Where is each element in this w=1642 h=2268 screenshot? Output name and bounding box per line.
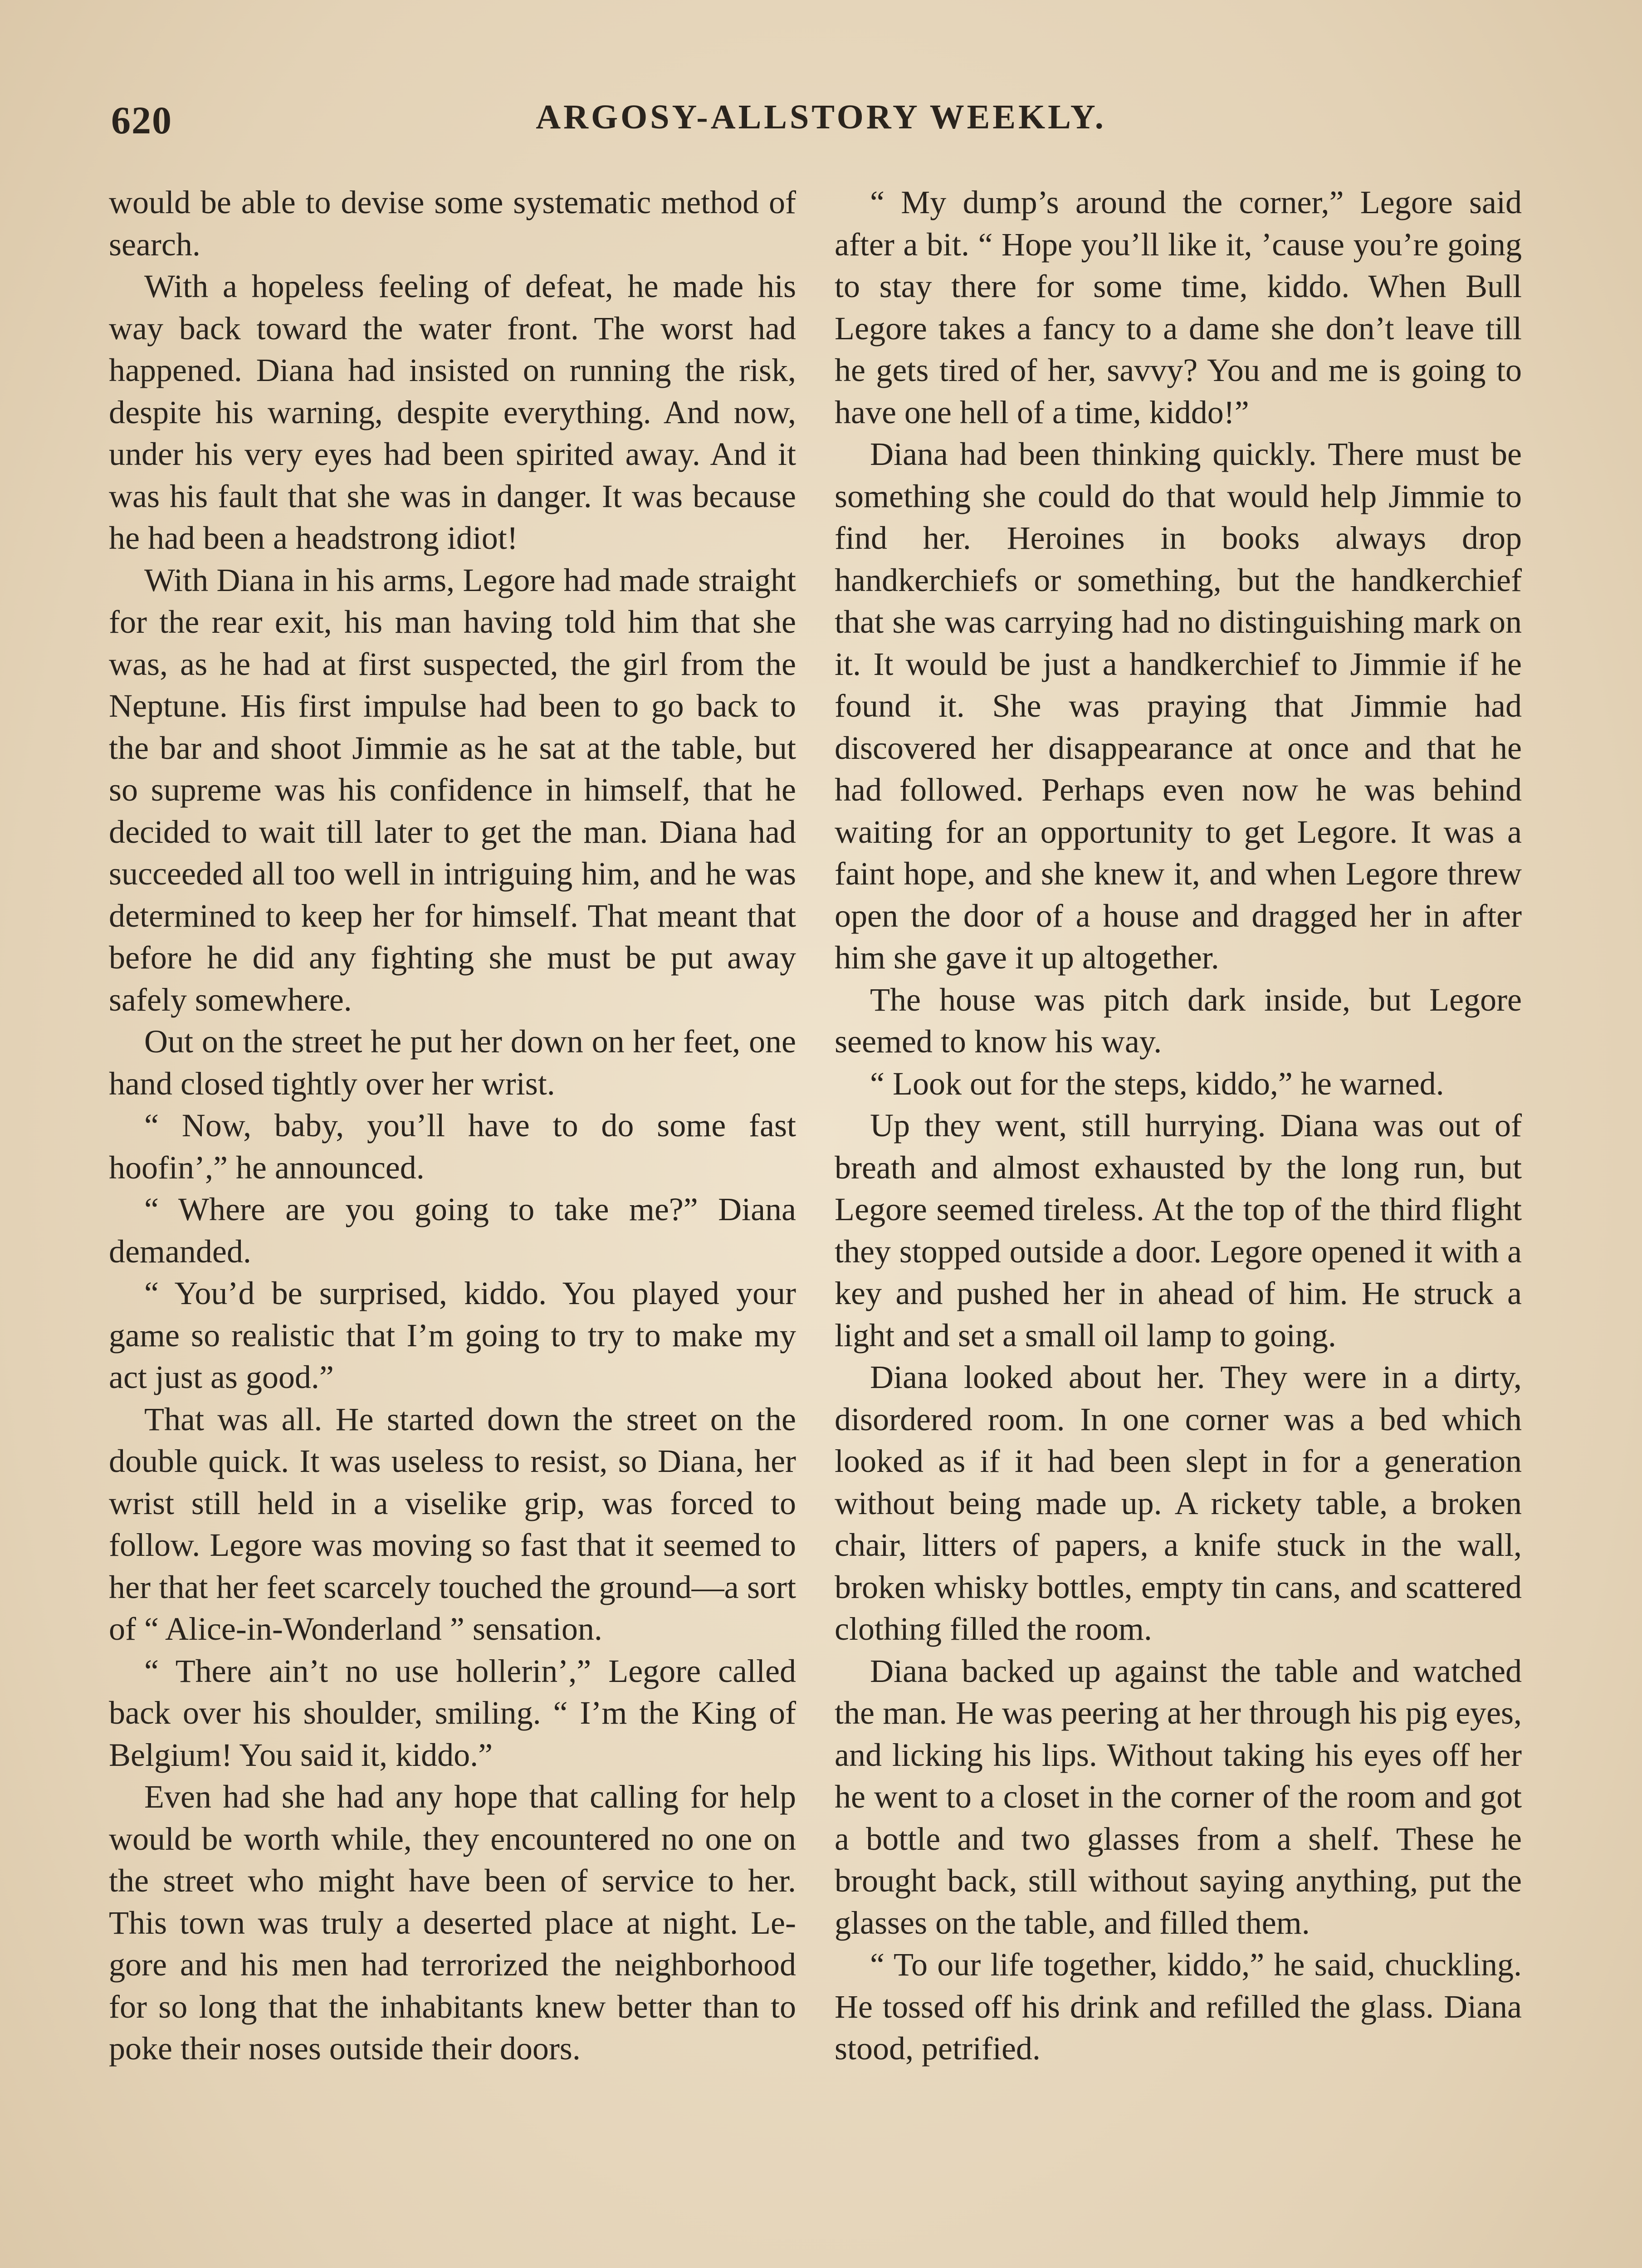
page-header — [111, 98, 1531, 152]
paragraph: Diana looked about her. They were in a dirty, disordered room. In one corner was a bed which looked as if it had been slept in for a generation without being made up. A rickety table, a broken chair, litters of papers, a knife stuck in the wall, broken whisky bottles, empty tin cans, and scattered clothing filled the room. — [835, 1359, 1522, 1647]
paragraph: “ Now, baby, you’ll have to do some fast hoofin’,” he announced. — [109, 1107, 796, 1186]
left-column — [109, 181, 796, 2070]
paragraph: That was all. He started down the street on the double quick. It was useless to resist, so Diana, her wrist still held in a viselike grip, was forced to follow. Legore was moving so fast that it seemed to her that her feet scarcely touched the ground—a sort of “ Alice-in-Wonderland ” sensation. — [109, 1401, 796, 1647]
paragraph: Even had she had any hope that calling for help would be worth while, they encountered no one on the street who might have been of service to her. This town was truly a deserted place at night. Legore and his men had terrorized the neighborhood for so long that the inhabitants knew better than to poke their noses outside their doors. — [109, 1779, 796, 2067]
paragraph: “ You’d be surprised, kiddo. You played your game so realistic that I’m going to try to make my act just as good.” — [109, 1275, 796, 1395]
paragraph: Up they went, still hurrying. Diana was out of breath and almost exhausted by the long run, but Legore seemed tireless. At the top of the third flight they stopped outside a door. Legore opened it with a key and pushed her in ahead of him. He struck a light and set a small oil lamp to going. — [835, 1107, 1522, 1354]
magazine-title: ARGOSY-ALLSTORY WEEKLY. — [536, 98, 1106, 136]
paragraph: With Diana in his arms, Legore had made straight for the rear exit, his man having told him that she was, as he had at first suspected, the girl from the Neptune. His first impulse had been to go back to the bar and shoot Jimmie as he sat at the table, but so supreme was his confidence in himself, that he decided to wait till later to get the man. Diana had succeeded all too well in intriguing him, and he was determined to keep her for himself. That meant that before he did any fighting she must be put away safely somewhere. — [109, 562, 796, 1018]
paragraph: With a hopeless feeling of defeat, he made his way back toward the water front. The worst had happened. Diana had insisted on running the risk, despite his warning, despite everything. And now, under his very eyes had been spirited away. And it was his fault that she was in danger. It was because he had been a headstrong idiot! — [109, 268, 796, 556]
paragraph: “ To our life together, kiddo,” he said, chuckling. He tossed off his drink and refilled the glass. Diana stood, petrified. — [835, 1946, 1522, 2067]
paragraph: The house was pitch dark inside, but Legore seemed to know his way. — [835, 981, 1522, 1060]
page-number: 620 — [111, 98, 172, 142]
paragraph: would be able to devise some systematic method of search. — [109, 184, 796, 263]
paragraph: “ Where are you going to take me?” Diana demanded. — [109, 1191, 796, 1270]
paragraph: Diana had been thinking quickly. There must be something she could do that would help Jimmie to find her. Heroines in books always drop handkerchiefs or something, but the handkerchief that she was carrying had no distinguishing mark on it. It would be just a handkerchief to Jimmie if he found it. She was praying that Jimmie had discovered her disappearance at once and that he had followed. Perhaps even now he was behind waiting for an opportunity to get Legore. It was a faint hope, and she knew it, and when Legore threw open the door of a house and dragged her in after him she gave it up altogether. — [835, 436, 1522, 976]
paragraph: Out on the street he put her down on her feet, one hand closed tightly over her wrist. — [109, 1023, 796, 1102]
paragraph: “ Look out for the steps, kiddo,” he warned. — [870, 1065, 1444, 1102]
right-column — [835, 181, 1522, 2070]
paragraph: “ There ain’t no use hollerin’,” Legore called back over his shoulder, smiling. “ I’m the King of Belgium! You said it, kiddo.” — [109, 1652, 796, 1773]
paragraph: Diana backed up against the table and watched the man. He was peering at her through his pig eyes, and licking his lips. Without taking his eyes off her he went to a closet in the corner of the room and got a bottle and two glasses from a shelf. These he brought back, still without saying anything, put the glasses on the table, and filled them. — [835, 1652, 1522, 1941]
paragraph: “ My dump’s around the corner,” Legore said after a bit. “ Hope you’ll like it, ’cause you’re going to stay there for some time, kiddo. When Bull Legore takes a fancy to a dame she don’t leave till he gets tired of her, savvy? You and me is going to have one hell of a time, kiddo!” — [835, 184, 1522, 430]
